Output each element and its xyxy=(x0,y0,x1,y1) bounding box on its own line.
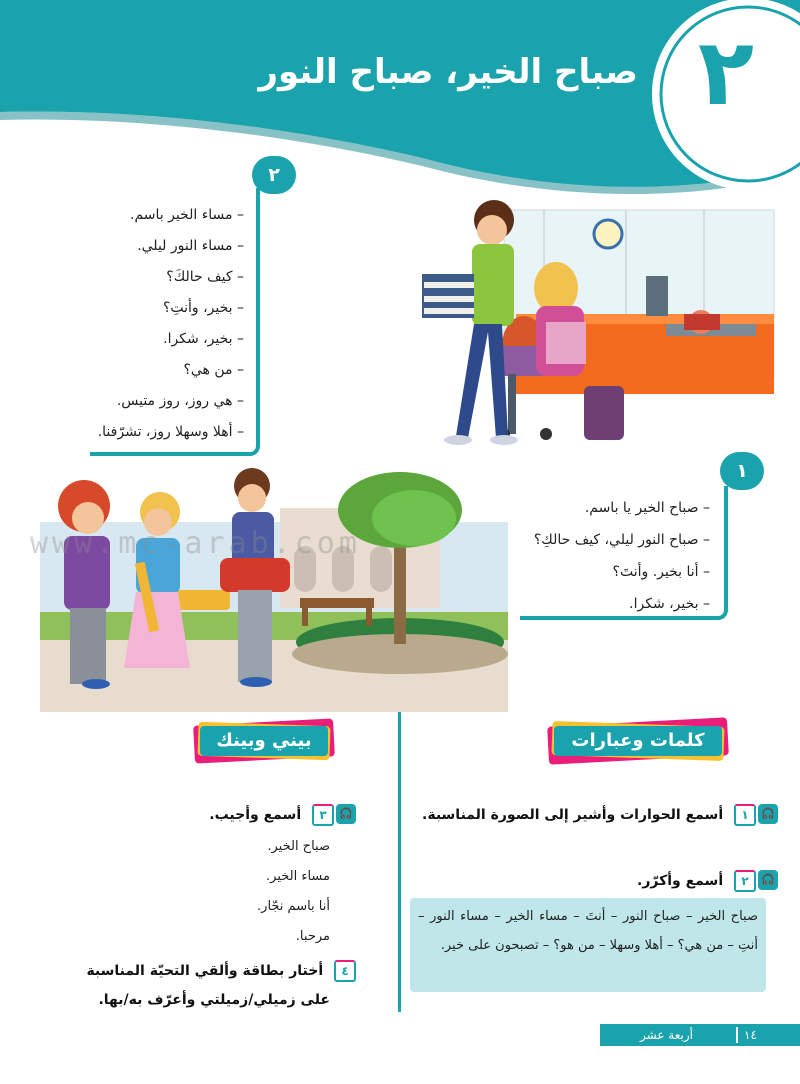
section-banner-between-us xyxy=(194,722,334,760)
dialogue-line: – أنا بخير. وأنتَ؟ xyxy=(612,564,710,580)
exercise-4-instruction-line1: أختار بطاقة وألقي التحيّة المناسبة xyxy=(86,963,324,979)
page-number: ١٤ xyxy=(744,1028,757,1042)
dialogue-line: – بخير، شكرا. xyxy=(163,331,244,347)
exercise-1-instruction: أسمع الحوارات وأشير إلى الصورة المناسبة. xyxy=(422,807,724,823)
exercise-2-instruction: أسمع وأكرّر. xyxy=(637,873,724,889)
number-badge-icon: ٤ xyxy=(334,960,356,982)
dialogue-line: – صباح الخير يا باسم. xyxy=(584,500,710,516)
list-item: مرحبا. xyxy=(295,929,330,944)
list-item: صباح الخير. xyxy=(267,839,330,854)
lesson-number: ٢ xyxy=(697,19,755,126)
dialogue-line: – بخير، وأنتِ؟ xyxy=(162,300,244,316)
dialogue-box-2 xyxy=(90,188,260,456)
exercise-3-instruction: أسمع وأجيب. xyxy=(209,807,302,823)
column-divider xyxy=(398,712,401,1012)
dialogue-line: – بخير، شكرا. xyxy=(629,596,710,612)
section-banner-words xyxy=(548,722,728,760)
dialogue-line: – هي روز، روز متيس. xyxy=(116,393,244,409)
headphones-icon[interactable]: 🎧 xyxy=(758,804,778,824)
dialogue-line: – صباح النور ليلي، كيف حالكِ؟ xyxy=(533,532,710,548)
illustration-office-students xyxy=(396,196,776,458)
dialogue-box-1 xyxy=(520,486,728,620)
headphones-icon[interactable]: 🎧 xyxy=(336,804,356,824)
exercise-3 xyxy=(209,804,356,826)
dialogue-1-number: ١ xyxy=(720,452,764,490)
lesson-title: صباح الخير، صباح النور xyxy=(258,52,638,92)
exercise-2 xyxy=(637,870,778,892)
exercise-4-instruction-line2: على زميلي/زميلتي وأعرّف به/بها. xyxy=(98,992,330,1008)
dialogue-line: – كيف حالكَ؟ xyxy=(166,269,244,285)
dialogue-line: – من هي؟ xyxy=(183,362,244,378)
page-number-words: أربعة عشر xyxy=(640,1028,693,1042)
dialogue-2-number: ٢ xyxy=(252,156,296,194)
dialogue-line: – مساء النور ليلي. xyxy=(137,238,244,254)
number-badge-icon: ٣ xyxy=(312,804,334,826)
vocabulary-list: صباح الخير – صباح النور – أنتَ – مساء الخير – مساء النور – أنتِ – من هي؟ – أهلا وسهلا – من هو؟ – تصبحون على خير. xyxy=(418,909,758,953)
number-badge-icon: ٢ xyxy=(734,870,756,892)
headphones-icon[interactable]: 🎧 xyxy=(758,870,778,890)
watermark: www.mc-arab.com xyxy=(30,526,361,561)
dialogue-line: – مساء الخير باسم. xyxy=(130,207,244,223)
exercise-4 xyxy=(86,960,356,982)
number-badge-icon: ١ xyxy=(734,804,756,826)
exercise-4-line2 xyxy=(98,992,330,1008)
dialogue-line: – أهلا وسهلا روز، تشرّفنا. xyxy=(97,424,244,440)
exercise-1 xyxy=(422,804,778,826)
dialogue-2-lines xyxy=(84,200,244,448)
section-title-words: كلمات وعبارات xyxy=(554,726,722,756)
dialogue-1-lines xyxy=(510,492,710,620)
footer-bar xyxy=(600,1024,800,1046)
section-title-between-us: بيني وبينك xyxy=(200,726,328,756)
list-item: أنا باسم نجّار. xyxy=(257,899,330,914)
list-item: مساء الخير. xyxy=(266,869,330,884)
exercise-3-items xyxy=(130,832,330,952)
illustration-park-scene xyxy=(40,462,508,712)
footer-separator xyxy=(736,1027,738,1043)
